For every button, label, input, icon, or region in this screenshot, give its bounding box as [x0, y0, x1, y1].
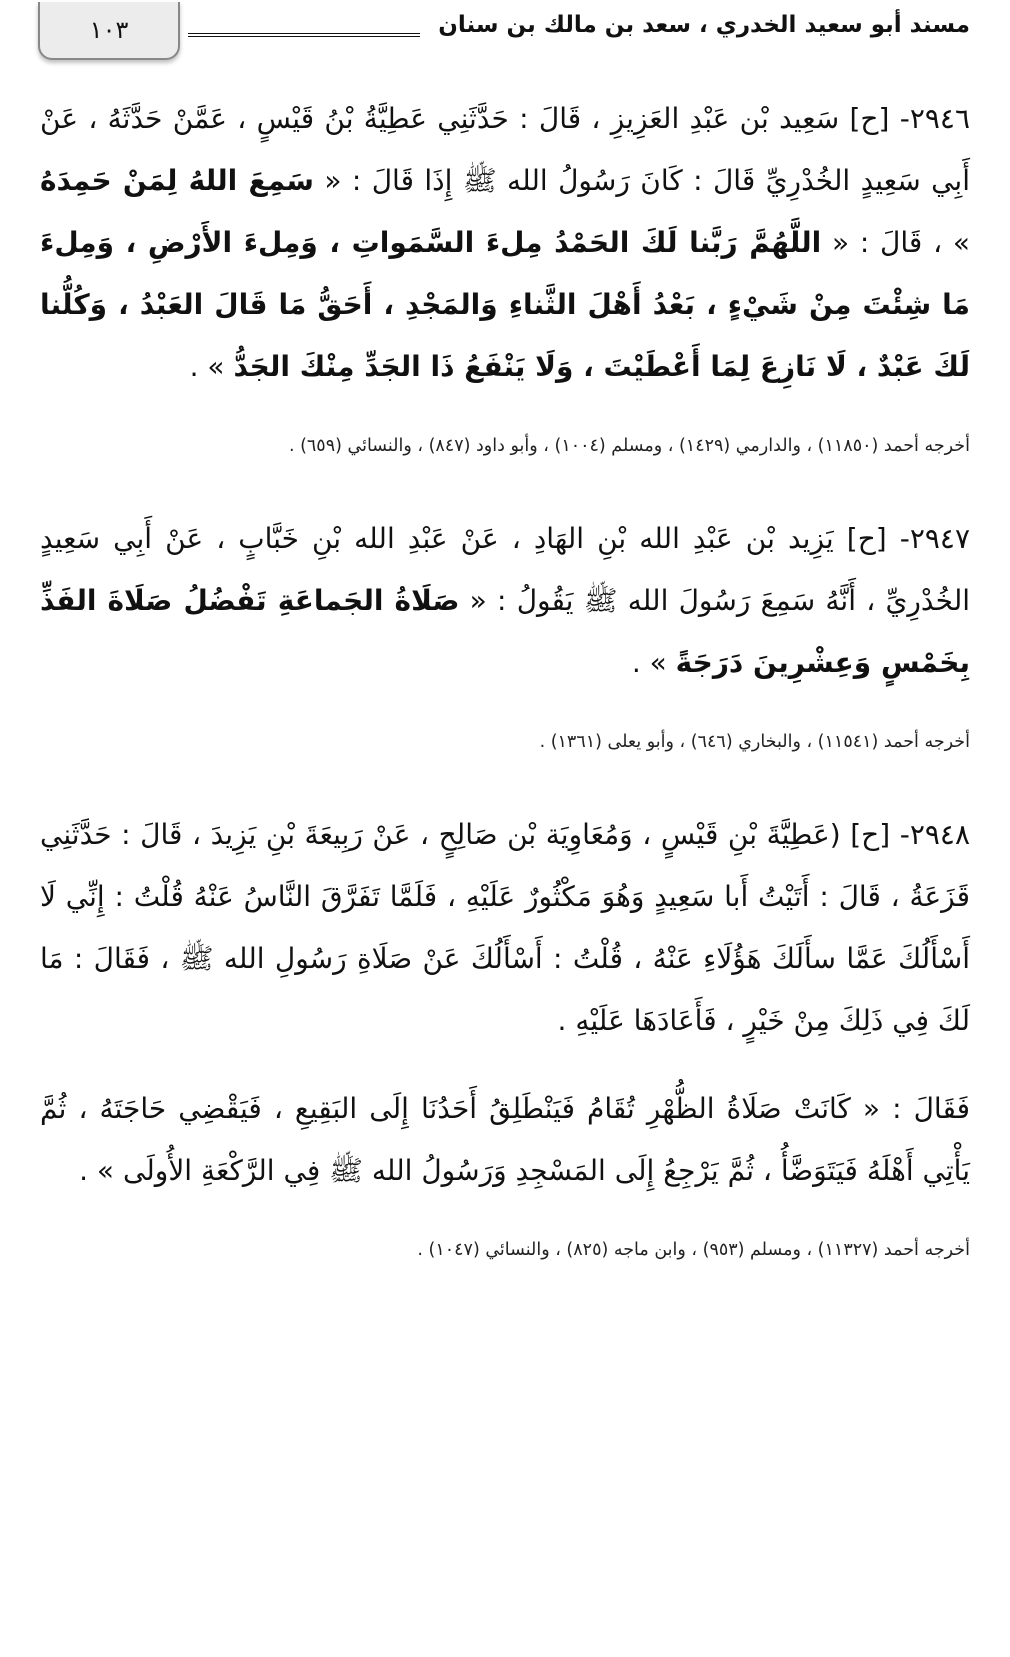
hadith-takhrij: أخرجه أحمد (١١٨٥٠) ، والدارمي (١٤٢٩) ، ومسلم (١٠٠٤) ، وأبو داود (٨٤٧) ، والنسائي (٦٥٩) .: [288, 436, 970, 456]
hadith-isnad: سَعِيد بْن عَبْدِ العَزِيزِ ، قَالَ : حَدَّثَنِي عَطِيَّةُ بْنُ قَيْسٍ ، عَمَّنْ حَدَّثَهُ ، عَنْ أَبِي سَعِيدٍ الخُدْرِيِّ قَالَ : كَانَ رَسُولُ الله ﷺ إِذَا قَالَ : «: [40, 102, 971, 197]
page-number-tab: [38, 2, 180, 60]
hadith-2948-paragraph-2: فَقَالَ : « كَانَتْ صَلَاةُ الظُّهْرِ تُقَامُ فَيَنْطَلِقُ أَحَدُنَا إِلَى البَقِيعِ ، فَيَقْضِي حَاجَتَهُ ، ثُمَّ يَأْتِي أَهْلَهُ فَيَتَوَضَّأُ ، ثُمَّ يَرْجِعُ إِلَى المَسْجِدِ وَرَسُولُ الله ﷺ فِي الرَّكْعَةِ الأُولَى » .: [40, 1092, 970, 1187]
running-title: مسند أبو سعيد الخدري ، سعد بن مالك بن سنان: [438, 12, 970, 38]
hadith-2946: ٢٩٤٦- [ح] سَعِيد بْن عَبْدِ العَزِيزِ ، قَالَ : حَدَّثَنِي عَطِيَّةُ بْنُ قَيْسٍ ، عَمَّنْ حَدَّثَهُ ، عَنْ أَبِي سَعِيدٍ الخُدْرِيِّ قَالَ : كَانَ رَسُولُ الله ﷺ إِذَا قَالَ : « سَمِعَ اللهُ لِمَنْ حَمِدَهُ » ، قَالَ : « اللَّهُمَّ رَبَّنا لَكَ الحَمْدُ مِلءَ السَّمَواتِ ، وَمِلءَ الأَرْضِ ، وَمِلءَ مَا شِئْتَ مِنْ شَيْءٍ ، بَعْدُ أَهْلَ الثَّناءِ وَالمَجْدِ ، أَحَقُّ مَا قَالَ العَبْدُ ، وَكُلُّنا لَكَ عَبْدٌ ، لَا نَازِعَ لِمَا أَعْطَيْتَ ، وَلَا يَنْفَعُ ذَا الجَدِّ مِنْكَ الجَدُّ » .: [40, 102, 971, 383]
hadith-number: ٢٩٤٨: [909, 818, 970, 851]
hadith-matn: صَلَاةُ الجَماعَةِ تَفْضُلُ صَلَاةَ الفَذِّ بِخَمْسٍ وَعِشْرِينَ دَرَجَةً: [40, 584, 970, 679]
hadith-marker: [ح]: [846, 522, 887, 555]
hadith-quote-join: » ، قَالَ : «: [832, 226, 970, 259]
header-rule: [188, 33, 420, 37]
hadith-marker: [ح]: [849, 102, 890, 135]
hadith-isnad: يَزِيد بْن عَبْدِ الله بْنِ الهَادِ ، عَنْ عَبْدِ الله بْنِ خَبَّابٍ ، عَنْ أَبِي سَعِيدٍ الخُدْرِيِّ ، أَنَّهُ سَمِعَ رَسُولَ الله ﷺ يَقُولُ : «: [40, 522, 971, 617]
hadith-number: ٢٩٤٧: [909, 522, 970, 555]
hadith-matn: سَمِعَ اللهُ لِمَنْ حَمِدَهُ: [40, 164, 314, 197]
page-number: ١٠٣: [89, 16, 129, 44]
hadith-end: » .: [631, 646, 667, 679]
hadith-end: » .: [189, 350, 225, 383]
page-header: [0, 0, 1010, 70]
hadith-number: ٢٩٤٦: [909, 102, 970, 135]
page-body: [40, 88, 970, 1272]
hadith-takhrij: أخرجه أحمد (١١٣٢٧) ، ومسلم (٩٥٣) ، وابن ماجه (٨٢٥) ، والنسائي (١٠٤٧) .: [417, 1240, 970, 1260]
hadith-marker: [ح]: [850, 818, 891, 851]
hadith-paragraph: (عَطِيَّةَ بْنِ قَيْسٍ ، وَمُعَاوِيَة بْن صَالِحٍ ، عَنْ رَبِيعَةَ بْنِ يَزِيدَ ، قَالَ : حَدَّثَنِي قَزَعَةُ ، قَالَ : أَتَيْتُ أَبا سَعِيدٍ وَهُوَ مَكْثُورٌ عَلَيْهِ ، فَلَمَّا تَفَرَّقَ النَّاسُ عَنْهُ قُلْتُ : إِنِّي لَا أَسْأَلُكَ عَمَّا سأَلَكَ هَؤُلَاءِ عَنْهُ ، قُلْتُ : أَسْأَلُكَ عَنْ صَلَاةِ رَسُولِ الله ﷺ ، فَقَالَ : مَا لَكَ فِي ذَلِكَ مِنْ خَيْرٍ ، فَأَعَادَهَا عَلَيْهِ .: [40, 818, 970, 1037]
hadith-takhrij: أخرجه أحمد (١١٥٤١) ، والبخاري (٦٤٦) ، وأبو يعلى (١٣٦١) .: [539, 732, 970, 752]
hadith-2947: ٢٩٤٧- [ح] يَزِيد بْن عَبْدِ الله بْنِ الهَادِ ، عَنْ عَبْدِ الله بْنِ خَبَّابٍ ، عَنْ أَبِي سَعِيدٍ الخُدْرِيِّ ، أَنَّهُ سَمِعَ رَسُولَ الله ﷺ يَقُولُ : « صَلَاةُ الجَماعَةِ تَفْضُلُ صَلَاةَ الفَذِّ بِخَمْسٍ وَعِشْرِينَ دَرَجَةً » .: [40, 522, 971, 679]
hadith-2948: ٢٩٤٨- [ح] (عَطِيَّةَ بْنِ قَيْسٍ ، وَمُعَاوِيَة بْن صَالِحٍ ، عَنْ رَبِيعَةَ بْنِ يَزِيدَ ، قَالَ : حَدَّثَنِي قَزَعَةُ ، قَالَ : أَتَيْتُ أَبا سَعِيدٍ وَهُوَ مَكْثُورٌ عَلَيْهِ ، فَلَمَّا تَفَرَّقَ النَّاسُ عَنْهُ قُلْتُ : إِنِّي لَا أَسْأَلُكَ عَمَّا سأَلَكَ هَؤُلَاءِ عَنْهُ ، قُلْتُ : أَسْأَلُكَ عَنْ صَلَاةِ رَسُولِ الله ﷺ ، فَقَالَ : مَا لَكَ فِي ذَلِكَ مِنْ خَيْرٍ ، فَأَعَادَهَا عَلَيْهِ .: [40, 818, 970, 1037]
hadith-matn: اللَّهُمَّ رَبَّنا لَكَ الحَمْدُ مِلءَ السَّمَواتِ ، وَمِلءَ الأَرْضِ ، وَمِلءَ مَا شِئْتَ مِنْ شَيْءٍ ، بَعْدُ أَهْلَ الثَّناءِ وَالمَجْدِ ، أَحَقُّ مَا قَالَ العَبْدُ ، وَكُلُّنا لَكَ عَبْدٌ ، لَا نَازِعَ لِمَا أَعْطَيْتَ ، وَلَا يَنْفَعُ ذَا الجَدِّ مِنْكَ الجَدُّ: [40, 226, 970, 383]
